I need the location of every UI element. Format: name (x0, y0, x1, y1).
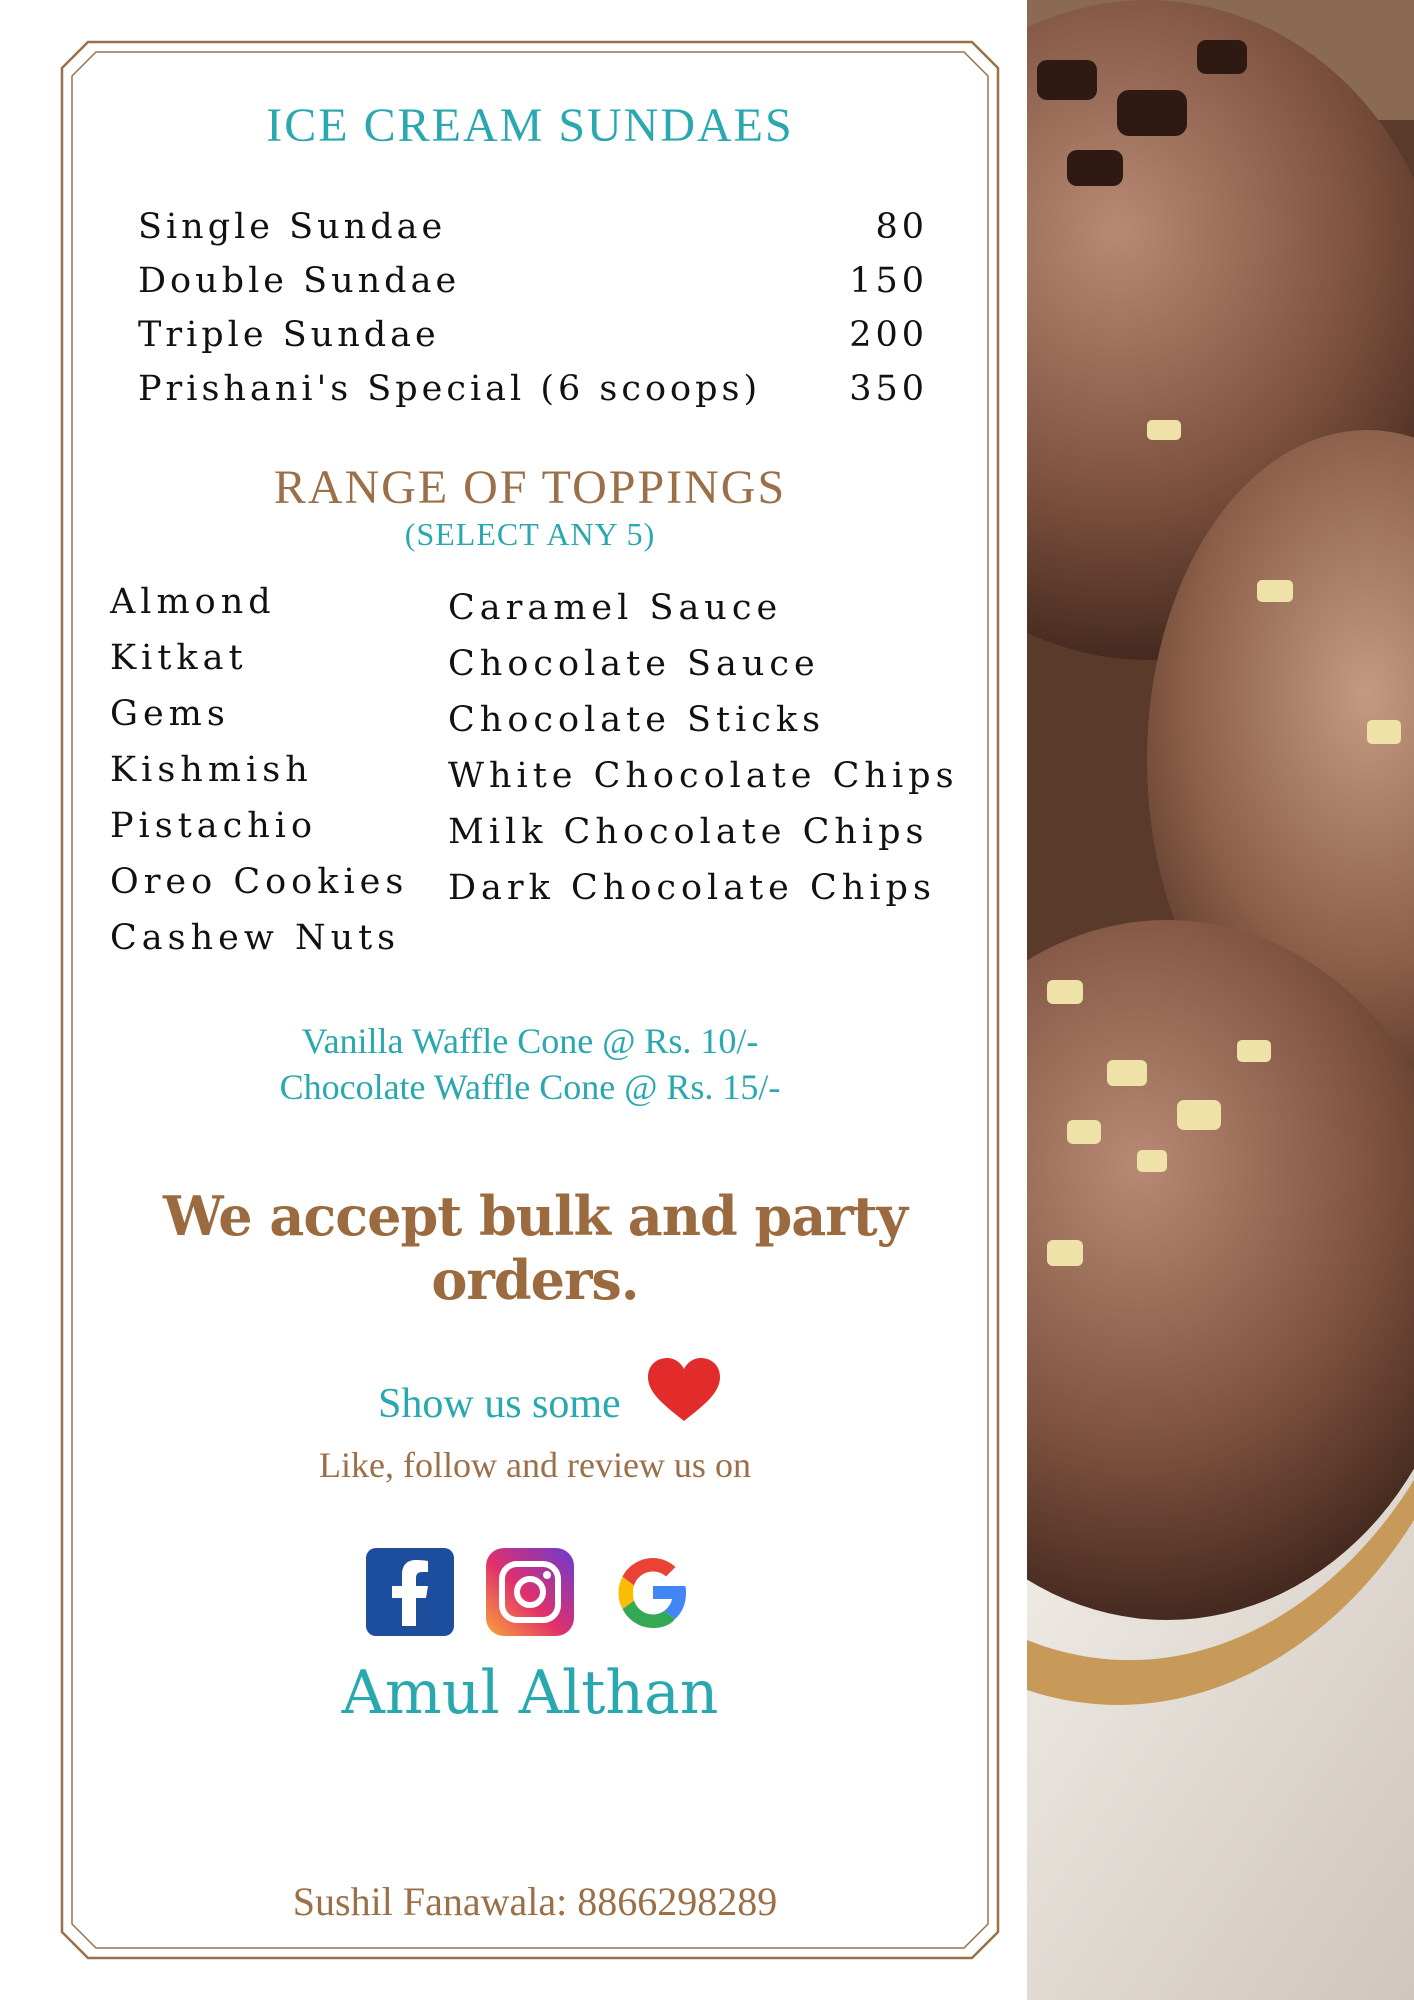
topping-item: Oreo Cookies (110, 862, 409, 902)
show-love-text: Show us some (378, 1381, 621, 1427)
topping-item: Dark Chocolate Chips (448, 868, 936, 908)
topping-item: Chocolate Sauce (448, 644, 820, 684)
price-row (138, 308, 928, 362)
topping-item: Cashew Nuts (110, 918, 401, 958)
price-row (138, 254, 928, 308)
ice-cream-photo (1027, 0, 1414, 2000)
toppings-subtitle: (SELECT ANY 5) (404, 516, 656, 552)
price-row (138, 362, 928, 416)
item-price: 200 (849, 315, 928, 355)
item-name: Single Sundae (138, 207, 447, 247)
vanilla-cone-price: Vanilla Waffle Cone @ Rs. 10/- (301, 1021, 759, 1061)
bulk-orders-note: We accept bulk and party orders. (162, 1184, 908, 1312)
topping-item: White Chocolate Chips (448, 756, 959, 796)
topping-item: Kishmish (110, 750, 313, 790)
topping-item: Caramel Sauce (448, 588, 783, 628)
item-name: Triple Sundae (138, 315, 440, 355)
heart-icon (644, 1355, 724, 1425)
topping-item: Chocolate Sticks (448, 700, 826, 740)
topping-item: Milk Chocolate Chips (448, 812, 929, 852)
brand-name: Amul Althan (341, 1658, 719, 1728)
price-row (138, 200, 928, 254)
sundaes-title: ICE CREAM SUNDAES (266, 99, 794, 152)
toppings-list-left (110, 574, 408, 966)
follow-review-text: Like, follow and review us on (319, 1445, 751, 1485)
topping-item: Almond (110, 582, 276, 622)
topping-item: Pistachio (110, 806, 318, 846)
item-name: Double Sundae (138, 261, 461, 301)
chocolate-cone-price: Chocolate Waffle Cone @ Rs. 15/- (279, 1067, 781, 1107)
topping-item: Kitkat (110, 638, 248, 678)
contact-info: Sushil Fanawala: 8866298289 (292, 1879, 778, 1924)
facebook-icon[interactable] (364, 1546, 456, 1638)
google-icon[interactable] (606, 1546, 698, 1638)
toppings-list-right (448, 580, 959, 916)
topping-item: Gems (110, 694, 230, 734)
sundae-price-list (138, 200, 928, 416)
item-price: 350 (849, 369, 928, 409)
toppings-title: RANGE OF TOPPINGS (273, 461, 787, 514)
item-price: 80 (875, 207, 928, 247)
item-price: 150 (849, 261, 928, 301)
instagram-icon[interactable] (484, 1546, 576, 1638)
item-name: Prishani's Special (6 scoops) (138, 369, 762, 409)
